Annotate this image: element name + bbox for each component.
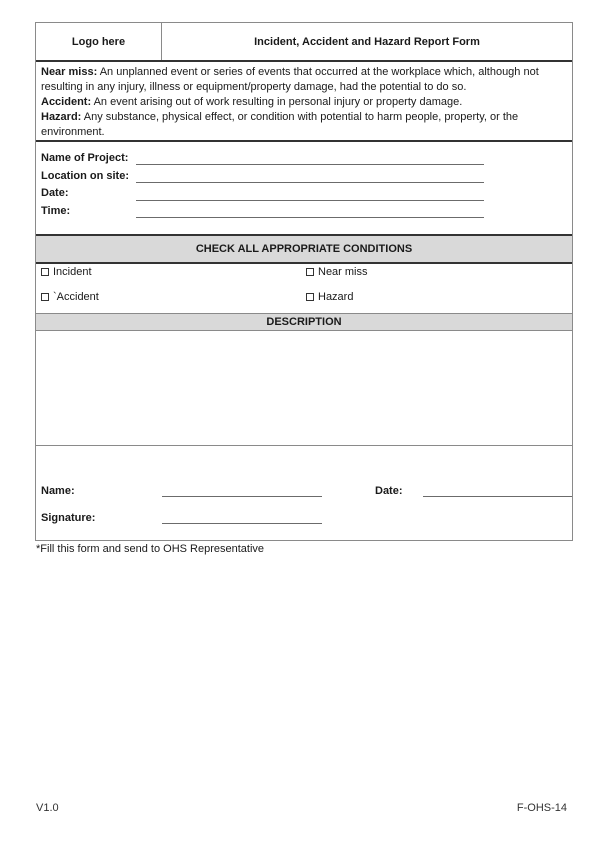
conditions-heading [36,236,572,262]
location-label: Location on site: [41,170,129,182]
location-field[interactable] [136,182,484,183]
description-heading-text: DESCRIPTION [266,316,342,328]
definition-hazard [41,110,564,140]
checkbox-near-miss[interactable] [306,266,368,278]
time-field[interactable] [136,217,484,218]
date-label: Date: [41,187,69,199]
definition-text: An unplanned event or series of events that occurred at the workplace which, although not resulting in any injury, illness or equipment/property damage, had the potential to do so. [41,66,539,93]
form-code-label: F-OHS-14 [516,802,567,814]
divider [36,140,572,142]
checkbox-hazard[interactable] [306,291,353,303]
checkbox-icon[interactable] [306,293,314,301]
checkbox-incident[interactable] [41,266,92,278]
checkbox-label: Near miss [318,266,368,278]
definition-text: An event arising out of work resulting in personal injury or property damage. [91,96,463,108]
signoff-date-field[interactable] [423,496,572,497]
description-field[interactable] [36,331,572,445]
checkbox-label: Hazard [318,291,354,303]
signoff-name-field[interactable] [162,496,322,497]
definition-term: Accident: [41,96,92,108]
logo-placeholder [36,23,162,61]
signature-field[interactable] [162,523,322,524]
date-field[interactable] [136,200,484,201]
project-name-label: Name of Project: [41,152,129,164]
definition-near-miss [41,65,564,95]
signature-label: Signature: [41,512,96,524]
logo-placeholder-text: Logo here [71,36,126,48]
checkbox-label: Incident [53,266,92,278]
checkbox-label: `Accident [53,291,99,303]
project-name-field[interactable] [136,164,484,165]
checkbox-accident[interactable] [41,291,99,303]
definition-term: Near miss: [41,66,98,78]
form-title [162,23,572,61]
definition-text: Any substance, physical effect, or condition with potential to harm people, property, or the environment. [41,111,519,138]
divider [36,445,572,446]
divider [36,262,572,264]
checkbox-icon[interactable] [41,268,49,276]
signoff-name-label: Name: [41,485,75,497]
definitions [41,65,564,140]
checkbox-icon[interactable] [306,268,314,276]
definition-term: Hazard: [41,111,82,123]
report-form [35,22,573,541]
instruction-note: *Fill this form and send to OHS Representative [36,543,265,555]
description-heading [36,314,572,330]
form-title-text: Incident, Accident and Hazard Report Form [254,36,480,48]
version-label: V1.0 [36,802,59,814]
definition-accident [41,95,564,110]
conditions-heading-text: CHECK ALL APPROPRIATE CONDITIONS [195,243,413,255]
signoff-date-label: Date: [375,485,403,497]
divider [36,60,572,62]
checkbox-icon[interactable] [41,293,49,301]
time-label: Time: [41,205,71,217]
